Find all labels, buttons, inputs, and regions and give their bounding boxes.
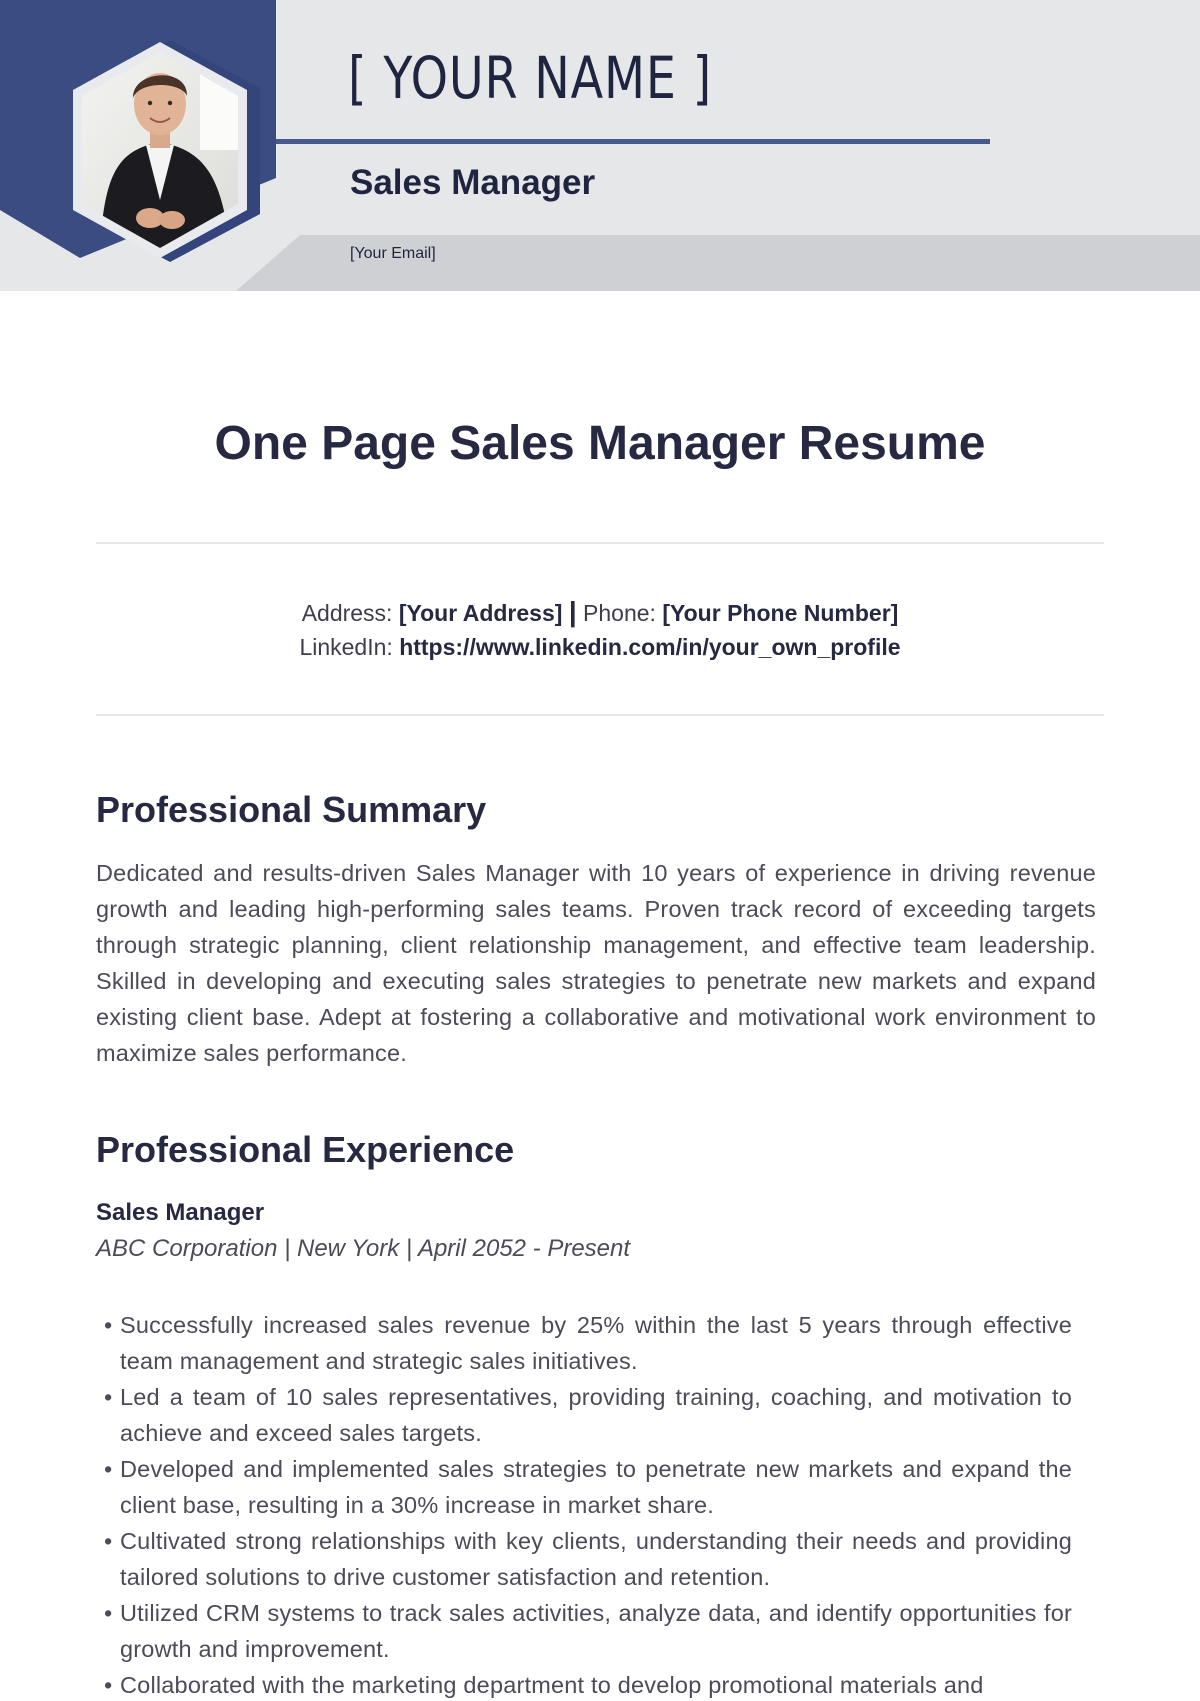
- summary-heading: Professional Summary: [96, 789, 487, 830]
- contact-line-linkedin: [0, 634, 1200, 661]
- job-bullet: • Collaborated with the marketing department to develop promotional materials and: [104, 1667, 1072, 1701]
- address-label: Address:: [301, 600, 393, 626]
- resume-header: [0, 0, 1200, 291]
- job-bullet: • Led a team of 10 sales representatives, providing training, coaching, and motivation to achieve and exceed sales targets.: [104, 1379, 1072, 1451]
- phone-value: [Your Phone Number]: [662, 600, 899, 626]
- name-underline: [276, 139, 990, 144]
- job-role: Sales Manager: [96, 1199, 265, 1226]
- experience-heading: Professional Experience: [96, 1129, 515, 1170]
- divider-top: [96, 542, 1104, 544]
- contact-line-address-phone: [0, 598, 1200, 627]
- job-meta: ABC Corporation | New York | April 2052 - Present: [96, 1235, 631, 1262]
- divider-bottom: [96, 714, 1104, 716]
- job-bullet: • Cultivated strong relationships with key clients, understanding their needs and providing tailored solutions to drive customer satisfaction and retention.: [104, 1523, 1072, 1595]
- linkedin-label: LinkedIn:: [299, 634, 393, 660]
- job-title: Sales Manager: [350, 163, 596, 202]
- email-text[interactable]: [Your Email]: [350, 245, 436, 262]
- contact-separator: |: [568, 596, 577, 627]
- summary-text: Dedicated and results-driven Sales Manager with 10 years of experience in driving revenue growth and leading high-performing sales teams. Proven track record of exceeding targets through strategic planning, client relationship management, and effective team leadership. Skilled in developing and executing sales strategies to penetrate new markets and expand existing client base. Adept at fostering a collaborative and motivational work environment to maximize sales performance.: [96, 860, 1096, 1066]
- phone-label: Phone:: [583, 600, 656, 626]
- job-bullet: • Developed and implemented sales strategies to penetrate new markets and expand the client base, resulting in a 30% increase in market share.: [104, 1451, 1072, 1523]
- address-value: [Your Address]: [398, 600, 563, 626]
- job-bullet-list: [104, 1307, 1072, 1701]
- linkedin-link[interactable]: https://www.linkedin.com/in/your_own_profile: [399, 634, 901, 660]
- document-title: One Page Sales Manager Resume: [214, 417, 986, 470]
- job-bullet: • Utilized CRM systems to track sales activities, analyze data, and identify opportunities for growth and improvement.: [104, 1595, 1072, 1667]
- candidate-name: [ YOUR NAME ]: [348, 44, 713, 112]
- job-bullet: • Successfully increased sales revenue by 25% within the last 5 years through effective team management and strategic sales initiatives.: [104, 1307, 1072, 1379]
- email-strip: [236, 235, 1200, 291]
